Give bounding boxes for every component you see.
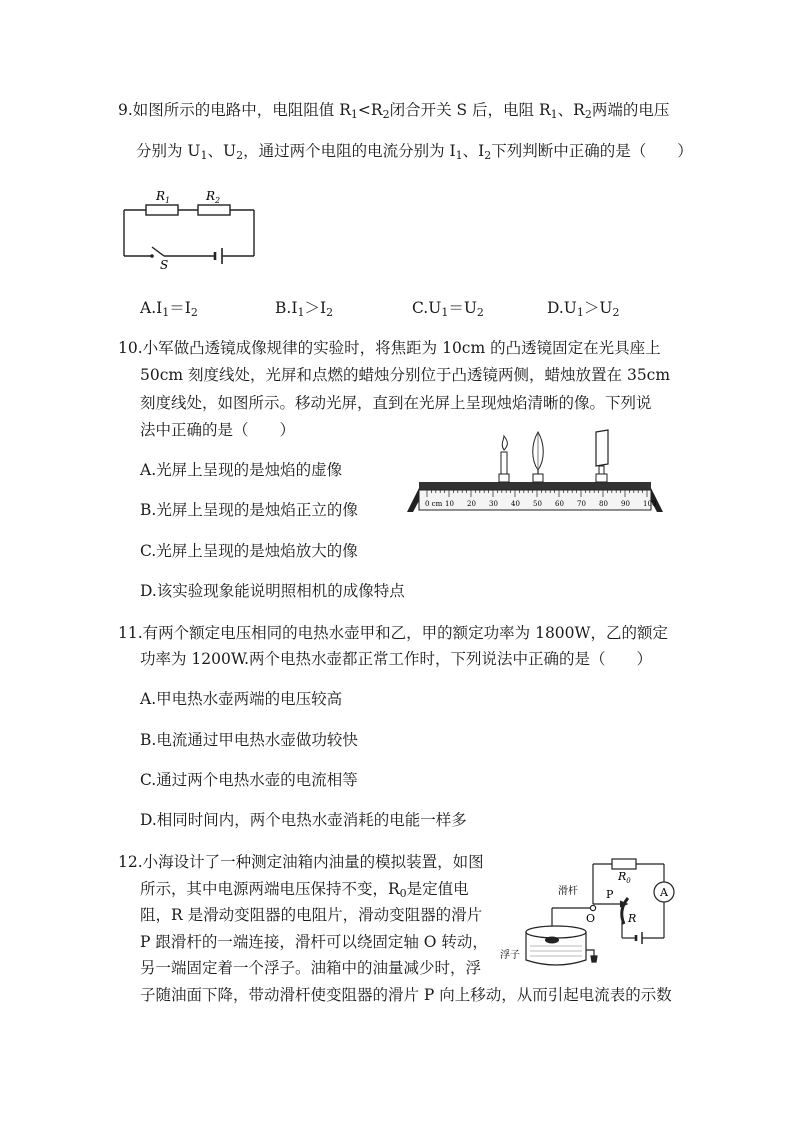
q11-stem-line-1: 11.有两个额定电压相同的电热水壶甲和乙，甲的额定功率为 1800W，乙的额定 <box>118 624 668 642</box>
q9-stem-line-1: 9.如图所示的电路中，电阻阻值 $R_1<R_2$闭合开关 S 后，电阻 $R_1$、$R_2$两端的电压 <box>118 101 670 121</box>
q11-option-a[interactable]: A.甲电热水壶两端的电压较高 <box>140 690 343 708</box>
q10-stem-line-4: 法中正确的是（ ） <box>140 421 296 439</box>
ruler-tick-label: 0 cm <box>425 500 443 508</box>
q10-stem-line-3: 刻度线处，如图所示。移动光屏，直到在光屏上呈现烛焰清晰的像。下列说 <box>140 394 652 412</box>
ruler-tick-label: 10 <box>445 500 454 508</box>
ammeter-label: A <box>660 886 668 899</box>
float-label: 浮子 <box>500 950 520 961</box>
q12-stem-line-1: 12.小海设计了一种测定油箱内油量的模拟装置，如图 <box>118 853 484 871</box>
ruler-tick-label: 60 <box>555 500 564 508</box>
q12-stem-line-2: 所示，其中电源两端电压保持不变，$R_0$是定值电 <box>140 880 469 900</box>
ruler-tick-label: 90 <box>621 500 630 508</box>
q9-option-c[interactable]: $C.U_1=U_2$ <box>412 299 484 319</box>
ruler-tick-label: 20 <box>467 500 476 508</box>
q12-stem-line-4: P 跟滑杆的一端连接，滑杆可以绕固定轴 O 转动， <box>140 933 488 951</box>
switch-label: S <box>160 258 169 270</box>
q10-option-c[interactable]: C.光屏上呈现的是烛焰放大的像 <box>140 542 358 560</box>
q11-option-d[interactable]: D.相同时间内，两个电热水壶消耗的电能一样多 <box>140 811 467 829</box>
ruler-tick-label: 80 <box>599 500 608 508</box>
convex-lens-icon <box>533 432 544 482</box>
lever-label: 滑杆 <box>558 886 578 897</box>
q9-stem-line-2: 分别为 $U_1$、$U_2$，通过两个电阻的电流分别为 $I_1$、$I_2$下列判断中正确的是（ ） <box>136 142 693 162</box>
r2-label: $R_2$ <box>206 189 221 205</box>
q11-option-b[interactable]: B.电流通过甲电热水壶做功较快 <box>140 731 358 749</box>
q11-stem-line-2: 功率为 1200W.两个电热水壶都正常工作时，下列说法中正确的是（ ） <box>140 650 653 668</box>
oil-tank-diagram <box>500 852 682 982</box>
slider-label: P <box>606 888 614 901</box>
q9-option-d[interactable]: $D.U_1>U_2$ <box>547 299 620 319</box>
ruler-tick-label: 30 <box>489 500 498 508</box>
ruler-tick-label: 70 <box>577 500 586 508</box>
q9-option-b[interactable]: $B.I_1>I_2$ <box>275 299 334 319</box>
pivot-label: O <box>586 912 596 925</box>
ruler-tick-label: 100 <box>643 500 657 508</box>
q10-stem-line-2: 50cm 刻度线处，光屏和点燃的蜡烛分别位于凸透镜两侧，蜡烛放置在 35cm <box>140 366 671 384</box>
r1-label: $R_1$ <box>156 189 171 205</box>
candle-icon <box>499 436 509 482</box>
q12-stem-line-3: 阻，R 是滑动变阻器的电阻片，滑动变阻器的滑片 <box>140 906 483 924</box>
light-screen-icon <box>596 430 608 482</box>
rheostat-label: R <box>628 912 637 925</box>
q10-option-d[interactable]: D.该实验现象能说明照相机的成像特点 <box>140 582 405 600</box>
q10-option-b[interactable]: B.光屏上呈现的是烛焰正立的像 <box>140 501 358 519</box>
q11-option-c[interactable]: C.通过两个电热水壶的电流相等 <box>140 771 358 789</box>
q10-stem-line-1: 10.小军做凸透镜成像规律的实验时，将焦距为 10cm 的凸透镜固定在光具座上 <box>118 339 661 357</box>
q9-circuit-diagram <box>118 186 262 270</box>
q9-option-a[interactable]: $A.I_1=I_2$ <box>140 299 198 319</box>
optical-bench-diagram <box>405 428 667 518</box>
r0-label: $R_0$ <box>618 870 631 885</box>
ruler-tick-label: 50 <box>533 500 542 508</box>
q12-stem-line-5: 另一端固定着一个浮子。油箱中的油量减少时，浮 <box>140 959 482 977</box>
q10-option-a[interactable]: A.光屏上呈现的是烛焰的虚像 <box>140 461 343 479</box>
ruler-tick-label: 40 <box>511 500 520 508</box>
q12-stem-line-6: 子随油面下降，带动滑杆使变阻器的滑片 P 向上移动，从而引起电流表的示数 <box>140 986 672 1004</box>
